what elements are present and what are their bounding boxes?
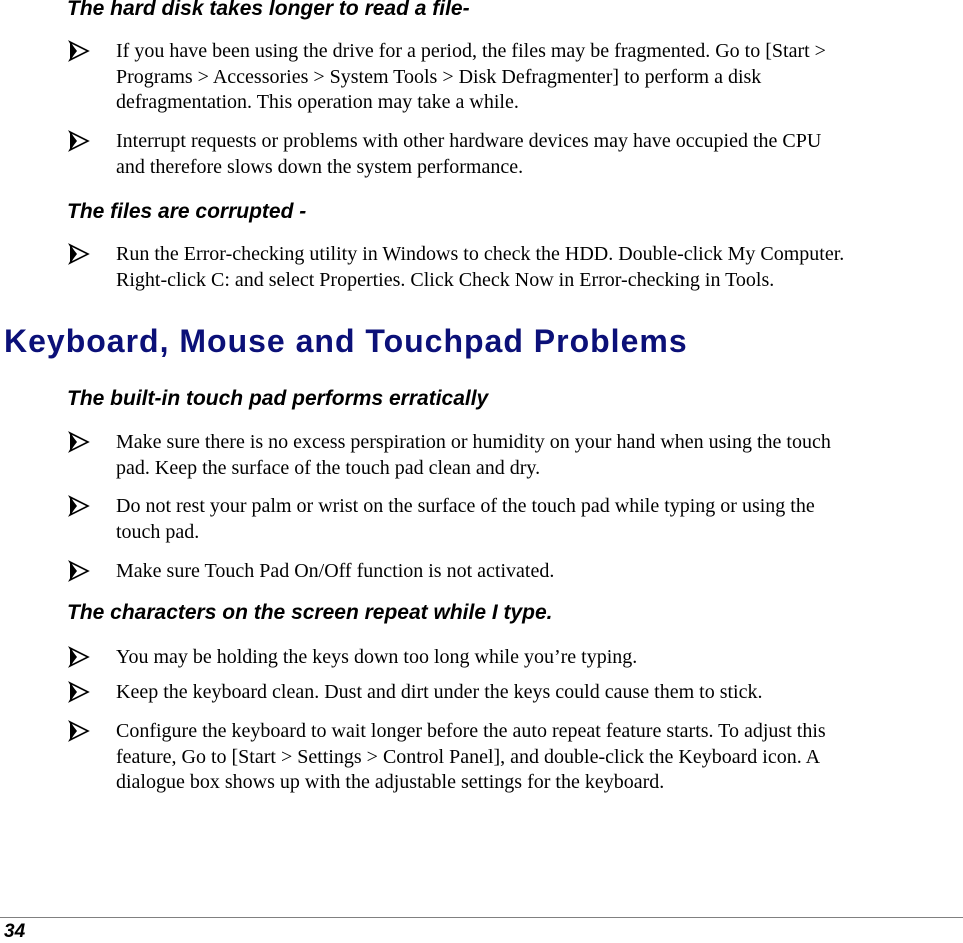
heading-files-corrupted: The files are corrupted - (67, 200, 307, 223)
arrow-bullet-icon (68, 130, 90, 152)
heading-touchpad-erratic: The built-in touch pad performs erratically (67, 387, 489, 410)
bullet-text: If you have been using the drive for a period, the files may be fragmented. Go to [Start > Programs > Accessories > System Tools > Disk Defragmenter] to perform a disk defragmentation. This operation may take a while. (116, 40, 826, 113)
bullet-text: You may be holding the keys down too long while you’re typing. (116, 646, 638, 668)
heading-hdd-slow: The hard disk takes longer to read a file- (67, 0, 470, 20)
footer-divider (0, 917, 963, 918)
arrow-bullet-icon (68, 681, 90, 703)
arrow-bullet-icon (68, 560, 90, 582)
arrow-bullet-icon (68, 646, 90, 668)
page-number: 34 (4, 921, 26, 942)
arrow-bullet-icon (68, 243, 90, 265)
bullet-text: Make sure Touch Pad On/Off function is not activated. (116, 560, 555, 582)
section-title-keyboard-mouse-touchpad: Keyboard, Mouse and Touchpad Problems (4, 323, 688, 359)
arrow-bullet-icon (68, 431, 90, 453)
bullet-text: Keep the keyboard clean. Dust and dirt under the keys could cause them to stick. (116, 681, 763, 703)
bullet-text: Run the Error-checking utility in Windows to check the HDD. Double-click My Computer. Right-click C: and select Properties. Click Check Now in Error-checking in Tools. (116, 243, 845, 291)
arrow-bullet-icon (68, 495, 90, 517)
bullet-text: Make sure there is no excess perspiration or humidity on your hand when using the touch pad. Keep the surface of the touch pad clean and dry. (116, 431, 831, 479)
heading-characters-repeat: The characters on the screen repeat while I type. (67, 601, 553, 624)
arrow-bullet-icon (68, 720, 90, 742)
bullet-text: Interrupt requests or problems with other hardware devices may have occupied the CPU and therefore slows down the system performance. (116, 130, 822, 178)
bullet-text: Configure the keyboard to wait longer before the auto repeat feature starts. To adjust this feature, Go to [Start > Settings > Control Panel], and double-click the Keyboard icon. A dialogue box shows up with the adjustable settings for the keyboard. (116, 720, 826, 793)
bullet-text: Do not rest your palm or wrist on the surface of the touch pad while typing or using the touch pad. (116, 495, 815, 543)
arrow-bullet-icon (68, 40, 90, 62)
